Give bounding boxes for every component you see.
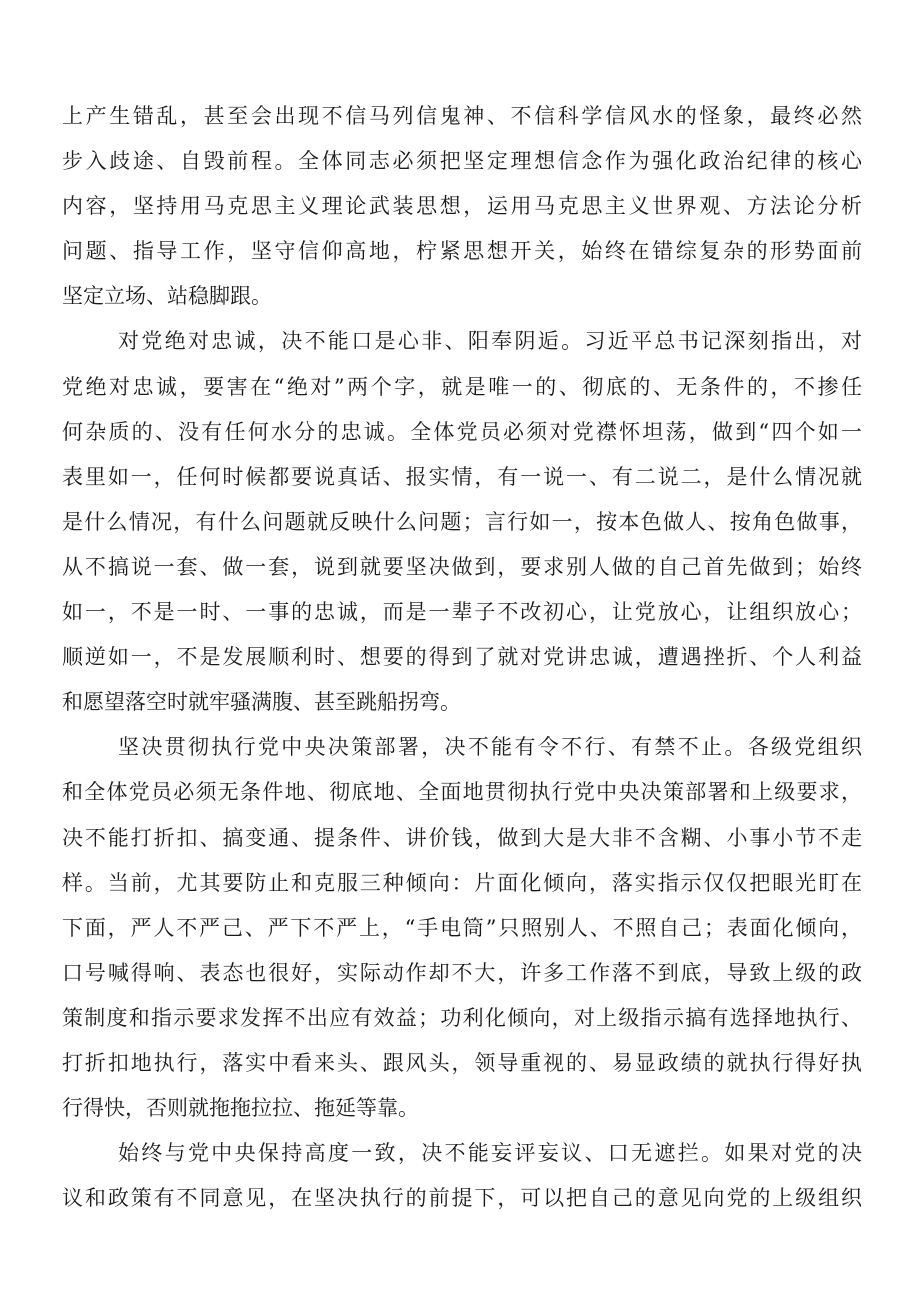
text-line: 内容，坚持用马克思主义理论武装思想，运用马克思主义世界观、方法论分析 xyxy=(62,194,862,219)
text-line: 和愿望落空时就牢骚满腹、甚至跳船拐弯。 xyxy=(62,690,461,715)
text-line: 上产生错乱，甚至会出现不信马列信鬼神、不信科学信风水的怪象，最终必然 xyxy=(62,104,862,128)
text-line: 下面，严人不严己、严下不严上，“手电筒”只照别人、不照自己；表面化倾向， xyxy=(62,915,862,940)
text-line: 党绝对忠诚，要害在“绝对”两个字，就是唯一的、彻底的、无条件的，不掺任 xyxy=(62,374,862,399)
text-line: 顺逆如一，不是发展顺利时、想要的得到了就对党讲忠诚，遭遇挫折、个人利益 xyxy=(62,645,862,670)
document-body xyxy=(62,94,862,1221)
text-line: 问题、指导工作，坚守信仰高地，柠紧思想开关，始终在错综复杂的形势面前 xyxy=(62,239,862,264)
text-line: 何杂质的、没有任何水分的忠诚。全体党员必须对党襟怀坦荡，做到“四个如一 xyxy=(62,419,862,444)
text-line: 如一，不是一时、一事的忠诚，而是一辈子不改初心，让党放心，让组织放心； xyxy=(62,600,862,625)
text-line: 坚定立场、站稳脚跟。 xyxy=(62,284,272,309)
text-line: 决不能打折扣、搞变通、提条件、讲价钱，做到大是大非不含糊、小事小节不走 xyxy=(62,825,862,850)
text-line: 口号喊得响、表态也很好，实际动作却不大，许多工作落不到底，导致上级的政 xyxy=(62,960,862,985)
text-line: 样。当前，尤其要防止和克服三种倾向：片面化倾向，落实指示仅仅把眼光盯在 xyxy=(62,870,862,895)
text-line: 步入歧途、自毁前程。全体同志必须把坚定理想信念作为强化政治纪律的核心 xyxy=(62,149,862,174)
text-line: 打折扣地执行，落实中看来头、跟风头，领导重视的、易显政绩的就执行得好执 xyxy=(62,1050,862,1075)
text-line: 和全体党员必须无条件地、彻底地、全面地贯彻执行党中央决策部署和上级要求， xyxy=(62,780,862,805)
text-line: 从不搞说一套、做一套，说到就要坚决做到，要求别人做的自己首先做到；始终 xyxy=(62,554,862,579)
text-line: 议和政策有不同意见，在坚决执行的前提下，可以把自己的意见向党的上级组织 xyxy=(62,1186,862,1211)
paragraph-first-line: 始终与党中央保持高度一致，决不能妄评妄议、口无遮拦。如果对党的决 xyxy=(118,1141,862,1166)
text-line: 是什么情况，有什么问题就反映什么问题；言行如一，按本色做人、按角色做事， xyxy=(62,509,862,534)
paragraph-first-line: 坚决贯彻执行党中央决策部署，决不能有令不行、有禁不止。各级党组织 xyxy=(118,735,862,760)
text-line: 表里如一，任何时候都要说真话、报实情，有一说一、有二说二，是什么情况就 xyxy=(62,464,862,489)
text-line: 行得快，否则就拖拖拉拉、拖延等靠。 xyxy=(62,1096,419,1121)
paragraph-first-line: 对党绝对忠诚，决不能口是心非、阳奉阴逅。习近平总书记深刻指出，对 xyxy=(118,329,862,354)
text-line: 策制度和指示要求发挥不出应有效益；功利化倾向，对上级指示搞有选择地执行、 xyxy=(62,1005,862,1030)
